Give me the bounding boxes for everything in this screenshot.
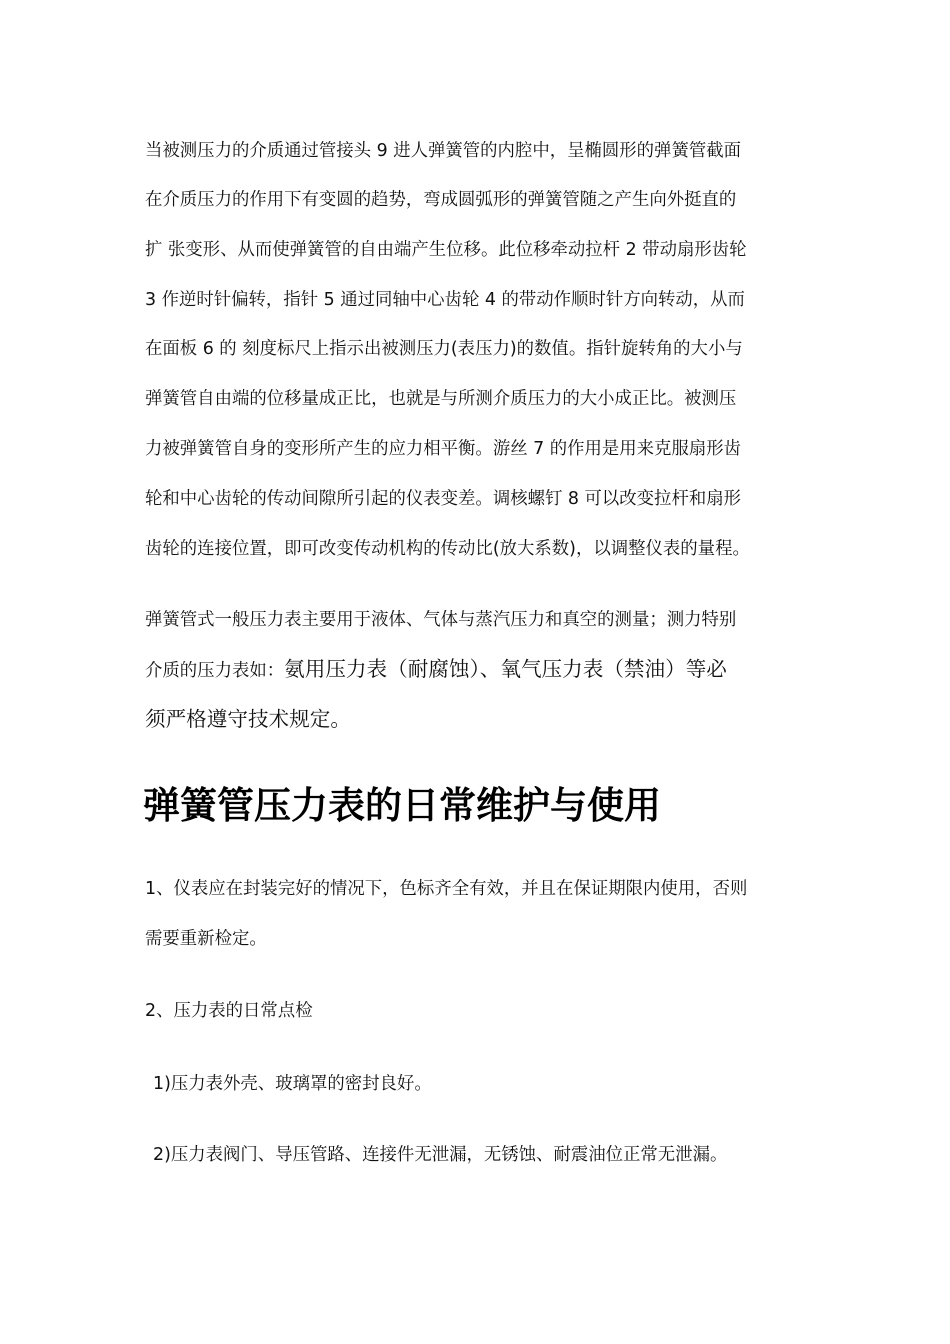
sub-item-1: 1)压力表外壳、玻璃罩的密封良好。 — [153, 1074, 432, 1094]
item-1-line-2: 需要重新检定。 — [145, 929, 267, 949]
section-heading: 弹簧管压力表的日常维护与使用 — [143, 784, 661, 827]
paragraph1-line-6: 弹簧管自由端的位移量成正比，也就是与所测介质压力的大小成正比。被测压 — [145, 389, 737, 409]
paragraph1-line-5: 在面板 6 的 刻度标尺上指示出被测压力(表压力)的数值。指针旋转角的大小与 — [145, 339, 743, 359]
paragraph2-line-3: 须严格遵守技术规定。 — [145, 707, 351, 731]
item-2: 2、压力表的日常点检 — [145, 1001, 313, 1021]
paragraph1-line-9: 齿轮的连接位置，即可改变传动机构的传动比(放大系数)，以调整仪表的量程。 — [145, 539, 750, 559]
paragraph2-line-2-large: 氨用压力表（耐腐蚀）、氧气压力表（禁油）等必 — [284, 657, 727, 681]
paragraph2-line-2 — [145, 656, 727, 684]
paragraph1-line-3: 扩 张变形、从而使弹簧管的自由端产生位移。此位移牵动拉杆 2 带动扇形齿轮 — [145, 240, 747, 260]
paragraph1-line-8: 轮和中心齿轮的传动间隙所引起的仪表变差。调核螺钉 8 可以改变拉杆和扇形 — [145, 489, 742, 509]
paragraph1-line-1: 当被测压力的介质通过管接头 9 进人弹簧管的内腔中，呈椭圆形的弹簧管截面 — [145, 141, 742, 161]
paragraph1-line-2: 在介质压力的作用下有变圆的趋势，弯成圆弧形的弹簧管随之产生向外挺直的 — [145, 190, 737, 210]
paragraph1-line-4: 3 作逆时针偏转，指针 5 通过同轴中心齿轮 4 的带动作顺时针方向转动，从而 — [145, 290, 745, 310]
item-1-line-1: 1、仪表应在封装完好的情况下，色标齐全有效，并且在保证期限内使用，否则 — [145, 879, 748, 899]
paragraph1-line-7: 力被弹簧管自身的变形所产生的应力相平衡。游丝 7 的作用是用来克服扇形齿 — [145, 439, 742, 459]
paragraph2-line-1: 弹簧管式一般压力表主要用于液体、气体与蒸汽压力和真空的测量；测力特别 — [145, 610, 737, 630]
paragraph2-line-2-small: 介质的压力表如： — [145, 661, 285, 681]
sub-item-2: 2)压力表阀门、导压管路、连接件无泄漏，无锈蚀、耐震油位正常无泄漏。 — [153, 1145, 728, 1165]
